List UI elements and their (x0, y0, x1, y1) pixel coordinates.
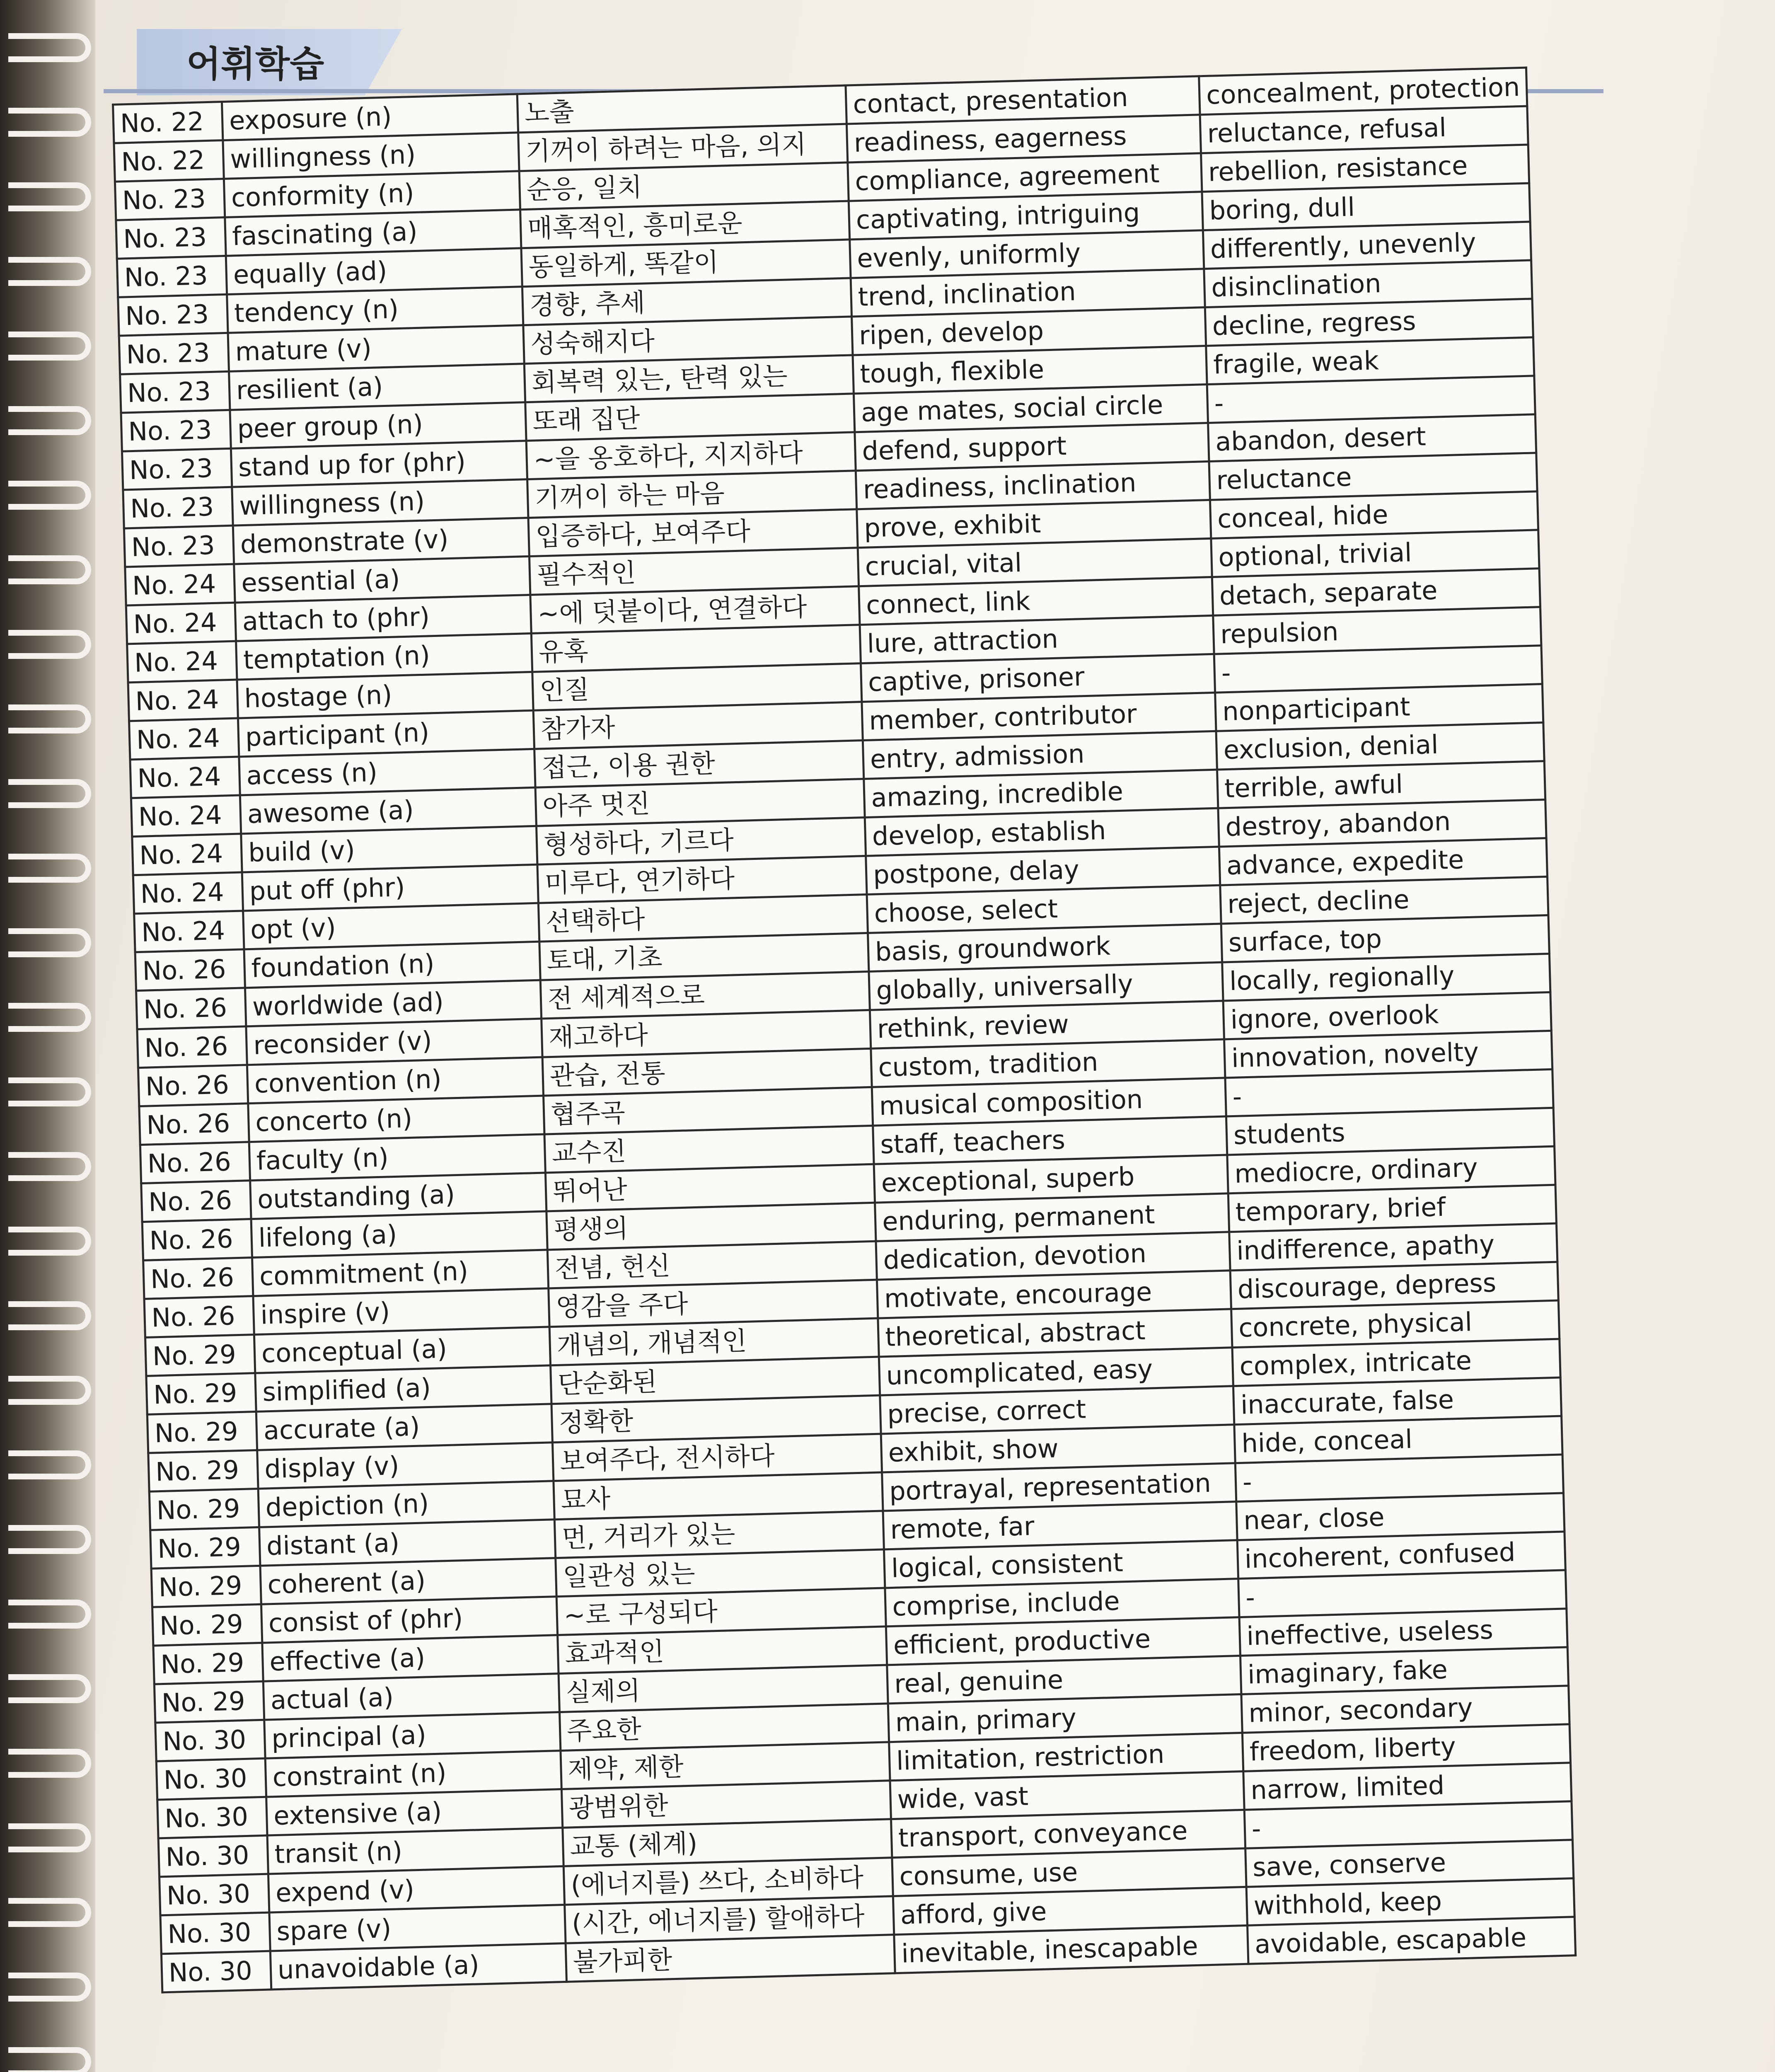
synonyms-cell: remote, far (883, 1502, 1237, 1549)
vocab-word-cell: expend (v) (268, 1866, 564, 1912)
synonyms-cell: enduring, permanent (875, 1193, 1229, 1241)
antonyms-cell: optional, trivial (1211, 530, 1539, 577)
binding-ring (8, 704, 91, 733)
antonyms-cell: - (1225, 1069, 1553, 1116)
antonyms-cell: reluctance, refusal (1200, 106, 1528, 153)
korean-meaning-cell: 형성하다, 기르다 (536, 818, 866, 865)
synonyms-cell: compliance, agreement (848, 153, 1202, 201)
korean-meaning-cell: 또래 집단 (525, 394, 855, 441)
synonyms-cell: afford, give (893, 1887, 1247, 1934)
binding-ring (8, 1003, 91, 1032)
row-number-cell: No. 24 (132, 834, 242, 875)
binding-ring (8, 2047, 91, 2072)
antonyms-cell: reluctance (1209, 453, 1537, 500)
binding-ring (8, 1600, 91, 1629)
vocab-word-cell: display (v) (257, 1443, 554, 1489)
vocab-word-cell: effective (a) (262, 1635, 559, 1682)
synonyms-cell: transport, conveyance (891, 1810, 1245, 1857)
korean-meaning-cell: 일관성 있는 (556, 1549, 885, 1597)
vocab-word-cell: access (n) (239, 749, 535, 795)
row-number-cell: No. 24 (127, 641, 237, 683)
synonyms-cell: readiness, eagerness (846, 115, 1201, 162)
vocab-word-cell: extensive (a) (266, 1789, 563, 1835)
antonyms-cell: avoidable, escapable (1248, 1917, 1576, 1964)
synonyms-cell: defend, support (855, 423, 1209, 471)
antonyms-cell: ineffective, useless (1239, 1609, 1567, 1656)
row-number-cell: No. 24 (129, 718, 239, 760)
row-number-cell: No. 26 (140, 1142, 250, 1184)
vocab-word-cell: temptation (n) (236, 633, 532, 680)
antonyms-cell: repulsion (1213, 607, 1541, 654)
antonyms-cell: indifference, apathy (1229, 1223, 1557, 1271)
vocab-word-cell: inspire (v) (253, 1288, 549, 1335)
antonyms-cell: destroy, abandon (1218, 800, 1546, 847)
row-number-cell: No. 29 (154, 1681, 264, 1723)
korean-meaning-cell: 단순화된 (551, 1357, 880, 1404)
korean-meaning-cell: 토대, 기초 (539, 933, 869, 980)
vocab-word-cell: tendency (n) (227, 287, 523, 333)
korean-meaning-cell: ~에 덧붙이다, 연결하다 (530, 586, 860, 634)
vocab-table-body (113, 68, 1576, 1992)
synonyms-cell: contact, presentation (846, 76, 1200, 124)
synonyms-cell: musical composition (872, 1078, 1226, 1126)
antonyms-cell: imaginary, fake (1240, 1647, 1568, 1694)
row-number-cell: No. 30 (156, 1758, 266, 1800)
binding-ring (8, 555, 91, 584)
antonyms-cell: reject, decline (1220, 876, 1548, 924)
vocab-word-cell: consist of (phr) (261, 1597, 557, 1643)
vocab-word-cell: willingness (n) (223, 133, 519, 179)
korean-meaning-cell: 먼, 거리가 있는 (554, 1511, 884, 1558)
synonyms-cell: precise, correct (880, 1386, 1234, 1434)
korean-meaning-cell: 노출 (517, 85, 846, 133)
row-number-cell: No. 23 (115, 179, 225, 220)
antonyms-cell: inaccurate, false (1233, 1377, 1561, 1425)
vocab-word-cell: lifelong (a) (251, 1211, 547, 1258)
korean-meaning-cell: 접근, 이용 권한 (534, 741, 864, 788)
row-number-cell: No. 26 (135, 949, 245, 991)
synonyms-cell: globally, universally (869, 962, 1223, 1010)
antonyms-cell: innovation, novelty (1224, 1031, 1553, 1078)
vocab-word-cell: opt (v) (243, 903, 539, 949)
binding-ring (8, 1823, 91, 1852)
vocab-word-cell: conceptual (a) (254, 1327, 550, 1373)
korean-meaning-cell: ~을 옹호하다, 지지하다 (526, 432, 856, 479)
row-number-cell: No. 24 (126, 603, 236, 644)
binding-ring (8, 481, 91, 510)
vocab-word-cell: transit (n) (267, 1828, 563, 1874)
row-number-cell: No. 22 (113, 102, 223, 143)
antonyms-cell: hide, conceal (1234, 1416, 1562, 1463)
row-number-cell: No. 26 (142, 1219, 252, 1261)
synonyms-cell: choose, select (867, 885, 1221, 933)
row-number-cell: No. 24 (133, 872, 243, 914)
antonyms-cell: locally, regionally (1222, 954, 1550, 1001)
synonyms-cell: age mates, social circle (854, 385, 1208, 432)
korean-meaning-cell: 주요한 (559, 1704, 889, 1751)
binding-ring (8, 1077, 91, 1106)
antonyms-cell: abandon, desert (1208, 414, 1536, 462)
antonyms-cell: mediocre, ordinary (1227, 1146, 1555, 1193)
antonyms-cell: detach, separate (1212, 569, 1540, 616)
korean-meaning-cell: 동일하게, 똑같이 (521, 240, 851, 287)
row-number-cell: No. 29 (152, 1604, 262, 1646)
vocab-word-cell: coherent (a) (260, 1558, 556, 1605)
korean-meaning-cell: 매혹적인, 흥미로운 (520, 201, 850, 248)
vocab-word-cell: distant (a) (259, 1520, 556, 1566)
synonyms-cell: postpone, delay (866, 847, 1220, 894)
korean-meaning-cell: 실제의 (559, 1665, 888, 1712)
row-number-cell: No. 29 (153, 1643, 263, 1684)
synonyms-cell: rethink, review (870, 1001, 1224, 1048)
binding-ring (8, 1525, 91, 1554)
vocab-word-cell: equally (ad) (226, 248, 522, 295)
synonyms-cell: evenly, uniformly (850, 230, 1204, 278)
vocab-word-cell: resilient (a) (229, 364, 525, 410)
korean-meaning-cell: 경향, 추세 (522, 278, 851, 325)
antonyms-cell: withhold, keep (1246, 1878, 1574, 1926)
antonyms-cell: - (1235, 1455, 1563, 1502)
vocab-word-cell: attach to (phr) (235, 595, 531, 641)
vocab-word-cell: hostage (n) (237, 672, 533, 718)
vocab-word-cell: demonstrate (v) (233, 518, 529, 564)
vocab-word-cell: foundation (n) (244, 942, 540, 988)
vocab-table-wrap (112, 67, 1577, 1994)
vocab-word-cell: essential (a) (234, 557, 530, 603)
synonyms-cell: dedication, devotion (876, 1232, 1230, 1280)
vocab-word-cell: peer group (n) (230, 402, 526, 449)
korean-meaning-cell: 제약, 제한 (561, 1742, 890, 1789)
row-number-cell: No. 24 (130, 757, 240, 798)
antonyms-cell: incoherent, confused (1237, 1532, 1565, 1579)
vocab-table (112, 67, 1577, 1994)
synonyms-cell: exhibit, show (881, 1425, 1235, 1472)
vocab-word-cell: spare (v) (269, 1905, 566, 1951)
vocab-word-cell: willingness (n) (232, 479, 528, 526)
row-number-cell: No. 24 (125, 564, 235, 605)
row-number-cell: No. 30 (155, 1720, 265, 1761)
synonyms-cell: captivating, intriguing (849, 192, 1203, 240)
row-number-cell: No. 23 (120, 371, 230, 413)
row-number-cell: No. 23 (123, 487, 233, 528)
antonyms-cell: - (1238, 1570, 1567, 1617)
synonyms-cell: custom, tradition (871, 1039, 1225, 1087)
vocab-word-cell: commitment (n) (252, 1250, 549, 1296)
korean-meaning-cell: ~로 구성되다 (556, 1588, 886, 1635)
synonyms-cell: consume, use (892, 1848, 1246, 1896)
row-number-cell: No. 29 (149, 1489, 259, 1530)
row-number-cell: No. 23 (121, 410, 231, 451)
korean-meaning-cell: 기꺼이 하려는 마음, 의지 (518, 124, 848, 171)
korean-meaning-cell: 교통 (체계) (563, 1819, 892, 1866)
vocab-word-cell: fascinating (a) (225, 210, 521, 256)
synonyms-cell: entry, admission (863, 731, 1217, 779)
row-number-cell: No. 29 (146, 1373, 256, 1414)
row-number-cell: No. 26 (136, 988, 246, 1029)
synonyms-cell: tough, flexible (853, 346, 1207, 394)
antonyms-cell: nonparticipant (1215, 684, 1543, 731)
antonyms-cell: terrible, awful (1217, 761, 1545, 808)
row-number-cell: No. 26 (141, 1181, 251, 1222)
binding-ring (8, 1973, 91, 2002)
antonyms-cell: narrow, limited (1243, 1763, 1572, 1810)
binding-ring (8, 1674, 91, 1703)
row-number-cell: No. 23 (124, 525, 234, 567)
synonyms-cell: main, primary (888, 1694, 1242, 1742)
binding-ring (8, 1301, 91, 1330)
vocab-word-cell: reconsider (v) (246, 1019, 542, 1065)
antonyms-cell: freedom, liberty (1242, 1724, 1570, 1772)
korean-meaning-cell: 개념의, 개념적인 (549, 1318, 879, 1365)
synonyms-cell: real, genuine (887, 1656, 1241, 1703)
antonyms-cell: disinclination (1204, 260, 1532, 307)
binding-ring (8, 257, 91, 286)
vocab-word-cell: concerto (n) (248, 1096, 544, 1142)
row-number-cell: No. 30 (161, 1951, 271, 1992)
synonyms-cell: comprise, include (885, 1579, 1239, 1627)
vocab-word-cell: outstanding (a) (250, 1173, 547, 1219)
row-number-cell: No. 26 (139, 1104, 249, 1145)
vocab-word-cell: awesome (a) (240, 787, 536, 834)
row-number-cell: No. 30 (160, 1912, 270, 1954)
korean-meaning-cell: 광범위한 (561, 1781, 891, 1828)
row-number-cell: No. 26 (144, 1296, 254, 1338)
antonyms-cell: conceal, hide (1210, 491, 1538, 539)
korean-meaning-cell: 관습, 전통 (542, 1048, 872, 1096)
antonyms-cell: discourage, depress (1230, 1262, 1558, 1309)
antonyms-cell: advance, expedite (1219, 838, 1547, 885)
vocab-word-cell: actual (a) (263, 1674, 559, 1720)
korean-meaning-cell: 기꺼이 하는 마음 (527, 471, 857, 518)
korean-meaning-cell: 유혹 (531, 625, 861, 672)
row-number-cell: No. 24 (131, 795, 241, 837)
korean-meaning-cell: 전념, 헌신 (547, 1241, 877, 1288)
antonyms-cell: students (1226, 1108, 1554, 1155)
row-number-cell: No. 26 (137, 1026, 247, 1068)
binding-ring (8, 854, 91, 883)
antonyms-cell: - (1207, 376, 1535, 423)
vocab-word-cell: convention (n) (247, 1057, 543, 1104)
row-number-cell: No. 26 (143, 1258, 253, 1299)
synonyms-cell: portrayal, representation (882, 1463, 1236, 1511)
korean-meaning-cell: 묘사 (554, 1472, 883, 1520)
antonyms-cell: - (1214, 646, 1542, 693)
binding-ring (8, 630, 91, 659)
synonyms-cell: prove, exhibit (857, 500, 1211, 547)
binding-ring (8, 779, 91, 808)
synonyms-cell: theoretical, abstract (878, 1309, 1232, 1357)
synonyms-cell: member, contributor (862, 692, 1216, 740)
korean-meaning-cell: (시간, 에너지를) 할애하다 (565, 1896, 894, 1944)
antonyms-cell: near, close (1236, 1493, 1565, 1540)
korean-meaning-cell: 협주곡 (544, 1087, 873, 1134)
antonyms-cell: save, conserve (1245, 1840, 1574, 1887)
vocab-word-cell: mature (v) (228, 325, 524, 372)
row-number-cell: No. 22 (114, 140, 224, 182)
korean-meaning-cell: 보여주다, 전시하다 (552, 1434, 882, 1481)
binding-ring (8, 1450, 91, 1479)
korean-meaning-cell: 인질 (532, 663, 862, 711)
binding-ring (8, 182, 91, 211)
synonyms-cell: amazing, incredible (864, 770, 1218, 817)
row-number-cell: No. 26 (138, 1065, 248, 1106)
row-number-cell: No. 30 (157, 1797, 267, 1838)
row-number-cell: No. 29 (145, 1335, 255, 1376)
spiral-binding (0, 0, 95, 2072)
synonyms-cell: crucial, vital (858, 538, 1212, 586)
korean-meaning-cell: 필수적인 (529, 548, 858, 595)
antonyms-cell: complex, intricate (1232, 1339, 1560, 1386)
antonyms-cell: - (1244, 1801, 1572, 1849)
synonyms-cell: inevitable, inescapable (894, 1925, 1248, 1973)
vocab-word-cell: exposure (n) (222, 94, 518, 140)
korean-meaning-cell: 정확한 (551, 1395, 881, 1443)
antonyms-cell: decline, regress (1205, 299, 1533, 346)
row-number-cell: No. 23 (116, 217, 226, 259)
vocab-word-cell: worldwide (ad) (245, 980, 541, 1026)
synonyms-cell: captive, prisoner (861, 654, 1215, 702)
korean-meaning-cell: 재고하다 (542, 1010, 871, 1057)
synonyms-cell: staff, teachers (873, 1116, 1227, 1164)
synonyms-cell: readiness, inclination (856, 461, 1210, 509)
row-number-cell: No. 23 (118, 294, 228, 336)
korean-meaning-cell: 전 세계적으로 (540, 971, 870, 1019)
binding-ring (8, 1152, 91, 1181)
antonyms-cell: ignore, overlook (1223, 992, 1551, 1039)
row-number-cell: No. 29 (150, 1527, 260, 1569)
antonyms-cell: rebellion, resistance (1201, 145, 1529, 192)
binding-ring (8, 406, 91, 435)
synonyms-cell: trend, inclination (851, 269, 1205, 317)
vocab-word-cell: build (v) (241, 826, 537, 872)
row-number-cell: No. 23 (119, 333, 229, 374)
vocab-word-cell: participant (n) (238, 710, 534, 757)
vocab-word-cell: put off (phr) (242, 864, 538, 911)
korean-meaning-cell: 참가자 (533, 702, 863, 749)
binding-ring (8, 1376, 91, 1405)
row-number-cell: No. 29 (148, 1450, 258, 1491)
vocab-word-cell: faculty (n) (249, 1134, 545, 1181)
korean-meaning-cell: 회복력 있는, 탄력 있는 (524, 355, 854, 402)
synonyms-cell: develop, establish (865, 808, 1219, 856)
antonyms-cell: surface, top (1221, 915, 1549, 962)
korean-meaning-cell: 교수진 (544, 1126, 874, 1173)
antonyms-cell: minor, secondary (1241, 1686, 1569, 1733)
binding-ring (8, 928, 91, 957)
binding-ring (8, 1227, 91, 1256)
korean-meaning-cell: (에너지를) 쓰다, 소비하다 (563, 1858, 893, 1905)
synonyms-cell: motivate, encourage (877, 1271, 1231, 1318)
vocab-word-cell: principal (a) (264, 1712, 561, 1759)
row-number-cell: No. 30 (158, 1835, 268, 1877)
synonyms-cell: lure, attraction (860, 615, 1214, 663)
vocab-word-cell: stand up for (phr) (231, 441, 527, 487)
row-number-cell: No. 29 (147, 1411, 257, 1453)
binding-ring (8, 1749, 91, 1778)
antonyms-cell: exclusion, denial (1216, 723, 1544, 770)
row-number-cell: No. 24 (128, 680, 238, 721)
vocab-word-cell: unavoidable (a) (270, 1943, 566, 1990)
synonyms-cell: efficient, productive (886, 1617, 1240, 1665)
vocab-word-cell: depiction (n) (258, 1481, 554, 1527)
binding-ring (8, 108, 91, 137)
korean-meaning-cell: 성숙해지다 (523, 317, 853, 364)
korean-meaning-cell: 선택하다 (538, 894, 868, 942)
synonyms-cell: basis, groundwork (868, 924, 1222, 971)
page-title: 어휘학습 (186, 44, 324, 85)
vocab-word-cell: accurate (a) (256, 1404, 552, 1450)
row-number-cell: No. 29 (151, 1566, 261, 1607)
korean-meaning-cell: 뛰어난 (545, 1164, 875, 1211)
binding-ring (8, 33, 91, 62)
synonyms-cell: ripen, develop (852, 307, 1206, 355)
vocab-word-cell: conformity (n) (224, 171, 520, 218)
synonyms-cell: connect, link (859, 577, 1213, 625)
korean-meaning-cell: 불가피한 (566, 1935, 895, 1982)
antonyms-cell: concealment, protection (1199, 68, 1527, 115)
antonyms-cell: differently, unevenly (1203, 222, 1531, 269)
vocab-word-cell: simplified (a) (255, 1365, 551, 1412)
synonyms-cell: limitation, restriction (889, 1733, 1243, 1780)
antonyms-cell: concrete, physical (1231, 1300, 1560, 1348)
korean-meaning-cell: 영감을 주다 (549, 1280, 878, 1327)
binding-ring (8, 332, 91, 361)
synonyms-cell: wide, vast (890, 1771, 1244, 1819)
binding-ring (8, 1898, 91, 1927)
synonyms-cell: logical, consistent (884, 1540, 1238, 1588)
row-number-cell: No. 23 (122, 448, 232, 490)
antonyms-cell: boring, dull (1202, 183, 1530, 230)
row-number-cell: No. 23 (117, 256, 227, 297)
antonyms-cell: fragile, weak (1206, 337, 1534, 385)
antonyms-cell: temporary, brief (1228, 1185, 1556, 1232)
korean-meaning-cell: 아주 멋진 (535, 779, 865, 826)
korean-meaning-cell: 입증하다, 보여주다 (528, 509, 858, 557)
row-number-cell: No. 24 (134, 911, 244, 952)
synonyms-cell: uncomplicated, easy (879, 1348, 1233, 1395)
korean-meaning-cell: 순응, 일치 (519, 162, 849, 210)
vocab-word-cell: constraint (n) (265, 1751, 561, 1797)
synonyms-cell: exceptional, superb (874, 1155, 1228, 1203)
korean-meaning-cell: 미루다, 연기하다 (537, 856, 867, 903)
row-number-cell: No. 30 (160, 1874, 269, 1915)
korean-meaning-cell: 효과적인 (558, 1627, 887, 1674)
korean-meaning-cell: 평생의 (547, 1203, 876, 1250)
